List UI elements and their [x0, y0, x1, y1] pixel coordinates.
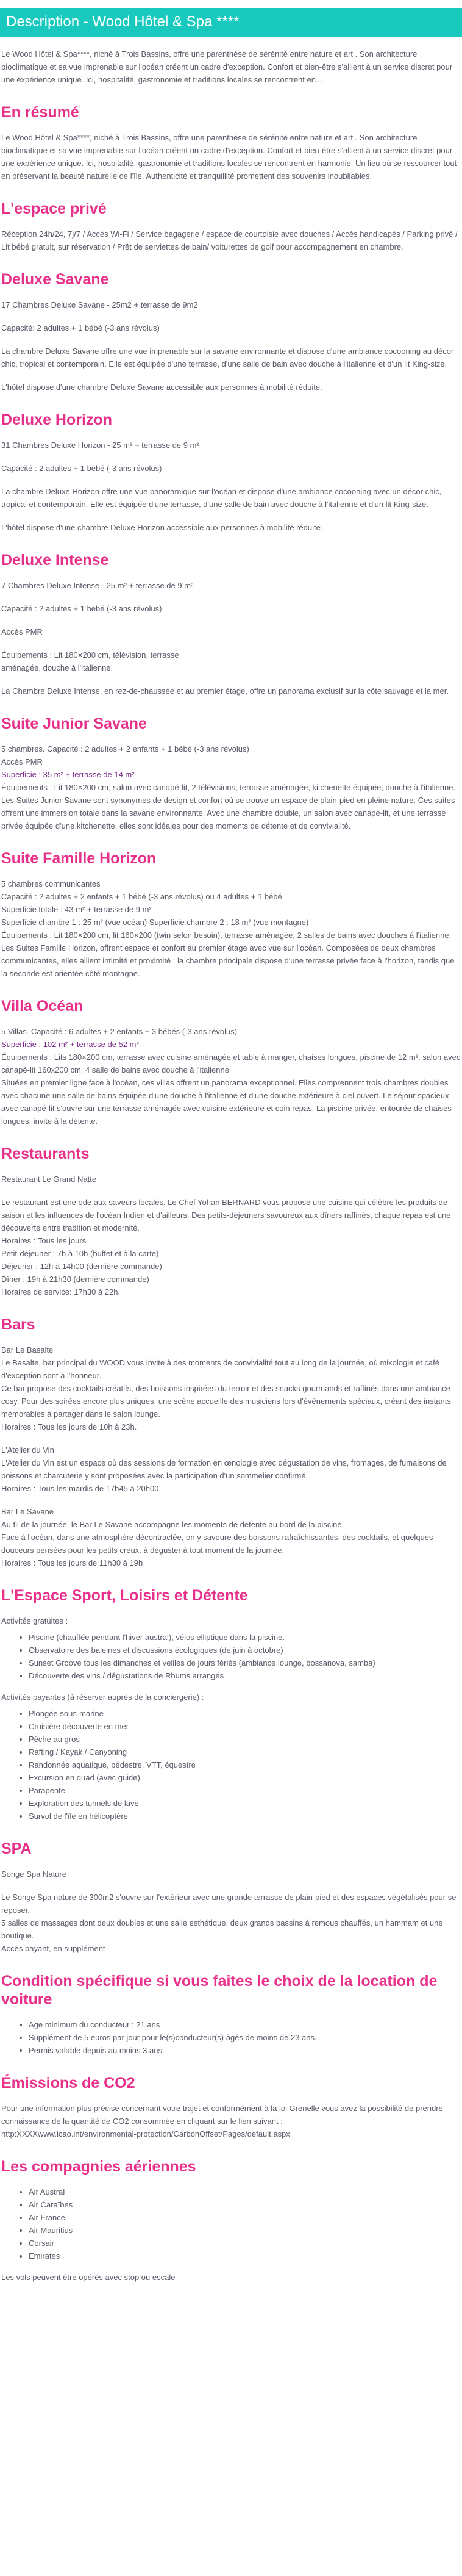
list-item: • Croisière découverte en mer — [29, 1720, 462, 1733]
restaurant-name: Restaurant Le Grand Natte — [1, 1174, 97, 1184]
famille-section — [0, 849, 462, 980]
list-item: • Exploration des tunnels de lave — [29, 1797, 462, 1810]
list-item: • Pêche au gros — [29, 1733, 462, 1746]
horizon-heading: Deluxe Horizon — [1, 411, 112, 428]
restaurant-line: Horaires : Tous les jours — [1, 1236, 87, 1245]
compagnies-list — [1, 2186, 462, 2262]
atelier-vin-name: L'Atelier du Vin — [1, 1445, 54, 1455]
spa-line: Accès payant, en supplément — [1, 1943, 105, 1953]
list-item: • Plongée sous-marine — [29, 1707, 462, 1720]
restaurant-line: Horaires de service: 17h30 à 22h. — [1, 1287, 121, 1297]
savane-heading: Deluxe Savane — [1, 270, 109, 288]
atelier-vin-hours: Horaires : Tous les mardis de 17h45 à 20h00. — [1, 1483, 162, 1493]
compagnies-note: Les vols peuvent être opérés avec stop ou escale — [1, 2272, 176, 2282]
paid-activities-label: Activités payantes (à réserver auprès de la conciergerie) : — [1, 1692, 204, 1702]
villa-section — [0, 997, 462, 1128]
intense-rooms: 7 Chambres Deluxe Intense - 25 m² + terrasse de 9 m² — [1, 580, 194, 590]
bar-basalte-name: Bar Le Basalte — [1, 1345, 54, 1355]
bar-savane-name: Bar Le Savane — [1, 1506, 54, 1516]
savane-accessibility: L'hôtel dispose d'une chambre Deluxe Savane accessible aux personnes à mobilité réduite. — [1, 382, 322, 392]
spa-line: 5 salles de massages dont deux doubles et une salle esthétique, deux grands bassins à remous chauffés, un hammam et une boutique. — [1, 1918, 443, 1940]
paid-activities-list — [1, 1707, 462, 1822]
list-item: • Piscine (chauffée pendant l'hiver austral), vélos elliptique dans la piscine. — [29, 1631, 462, 1644]
list-item: • Survol de l'île en hélicoptère — [29, 1810, 462, 1822]
restaurants-heading: Restaurants — [1, 1145, 90, 1162]
compagnies-section — [0, 2157, 462, 2284]
intense-equipment: Équipements : Lit 180×200 cm, télévision, terrasse — [1, 650, 179, 660]
intense-equipment-cont: aménagée, douche à l'italienne. — [1, 663, 113, 672]
restaurant-line: Dîner : 19h à 21h30 (dernière commande) — [1, 1274, 149, 1284]
sport-heading: L'Espace Sport, Loisirs et Détente — [1, 1586, 248, 1604]
junior-line: Les Suites Junior Savane sont synonymes de design et confort où se trouve un espace de plain-pied en pleine nature. Ces suites offrent une immersion totale dans la savane environnante. Avec une chambre double, un salon avec canapé-lit, et une terrasse privée équipée d'une kitchenette, elles sont idéales pour des moments de détente et de convivialité. — [1, 795, 455, 830]
bars-section — [0, 1315, 462, 1569]
famille-line: Superficie chambre 1 : 25 m² (vue océan) Superficie chambre 2 : 18 m² (vue montagne) — [1, 917, 309, 927]
voiture-section — [0, 1972, 462, 2057]
horizon-section — [0, 411, 462, 534]
espace-heading: L'espace privé — [1, 200, 107, 217]
famille-line: Superficie totale : 43 m² + terrasse de 9 m² — [1, 904, 152, 914]
list-item: • Observatoire des baleines et discussions écologiques (de juin à octobre) — [29, 1644, 462, 1657]
villa-line: 5 Villas. Capacité : 6 adultes + 2 enfants + 3 bébés (-3 ans révolus) — [1, 1026, 238, 1036]
villa-line: Superficie : 102 m² + terrasse de 52 m² — [1, 1039, 139, 1049]
intense-section — [0, 551, 462, 697]
list-item: • Parapente — [29, 1784, 462, 1797]
junior-line: Superficie : 35 m² + terrasse de 14 m² — [1, 769, 135, 779]
savane-rooms: 17 Chambres Deluxe Savane - 25m2 + terrasse de 9m2 — [1, 300, 198, 309]
bars-heading: Bars — [1, 1315, 35, 1333]
free-activities-label: Activités gratuites : — [1, 1616, 68, 1625]
savane-description: La chambre Deluxe Savane offre une vue imprenable sur la savane environnante et dispose d'une ambiance cocooning au décor chic, tropical et contemporain. Elle est équipée d'une terrasse, d'une salle de bain avec douche à l'italienne et d'un lit King-size. — [1, 346, 454, 369]
intense-heading: Deluxe Intense — [1, 551, 109, 569]
horizon-description: La chambre Deluxe Horizon offre une vue panoramique sur l'océan et dispose d'une ambiance cocooning avec un décor chic, tropical et contemporain. Elle est équipée d'une terrasse, d'une salle de bain avec douche à l'italienne et d'un lit King-size. — [1, 486, 442, 509]
junior-line: Équipements : Lit 180×200 cm, salon avec canapé-lit, 2 télévisions, terrasse aménagée, kitchenette équipée, douche à l'italienne. — [1, 782, 456, 792]
co2-section — [0, 2074, 462, 2140]
atelier-vin-line: L'Atelier du Vin est un espace où des sessions de formation en œnologie avec dégustation de vins, fromages, de fumaisons de poissons et charcuterie y sont proposées avec la participation d'un sommelier confirmé. — [1, 1458, 447, 1480]
restaurant-line: Le restaurant est une ode aux saveurs locales. Le Chef Yohan BERNARD vous propose une cuisine qui célèbre les produits de saison et les influences de l'océan Indien et d'ailleurs. Des petits-déjeuners savoureux aux dîners raffinés, chaque repas est une découverte entre tradition et modernité. — [1, 1197, 451, 1232]
intense-pmr: Accès PMR — [1, 627, 43, 636]
bar-savane-line: Au fil de la journée, le Bar Le Savane accompagne les moments de détente au bord de la piscine. — [1, 1519, 344, 1529]
spa-heading: SPA — [1, 1840, 32, 1857]
horizon-capacity: Capacité : 2 adultes + 1 bébé (-3 ans révolus) — [1, 463, 162, 473]
junior-heading: Suite Junior Savane — [1, 714, 147, 732]
list-item: • Age minimum du conducteur : 21 ans — [29, 2018, 462, 2031]
junior-line: 5 chambres. Capacité : 2 adultes + 2 enfants + 1 bébé (-3 ans révolus) — [1, 744, 249, 754]
list-item: • Découverte des vins / dégustations de Rhums arrangés — [29, 1669, 462, 1682]
restaurant-line: Déjeuner : 12h à 14h00 (dernière commande) — [1, 1261, 162, 1271]
villa-heading: Villa Océan — [1, 997, 84, 1015]
list-item: • Permis valable depuis au moins 3 ans. — [29, 2044, 462, 2057]
list-item: • Randonnée aquatique, pédestre, VTT, équestre — [29, 1758, 462, 1771]
bar-basalte-line: Ce bar propose des cocktails créatifs, des boissons inspirées du terroir et des snacks gourmands et raffinés dans une ambiance cosy. Pour des soirées encore plus uniques, une scène accueille des musiciens lors d'évènements spéciaux, créant des instants mémorables à partager dans le salon lounge. — [1, 1383, 451, 1419]
famille-line: Équipements : Lit 180×200 cm, lit 160×200 (twin selon besoin), terrasse aménagée, 2 salles de bains avec douches à l'italienne. — [1, 930, 452, 940]
sport-section — [0, 1586, 462, 1822]
co2-text: Pour une information plus précise concernant votre trajet et conformément à la loi Grenelle vous avez la possibilité de prendre connaissance de la quantité de CO2 consommée en cliquant sur le lien suivant : — [1, 2103, 443, 2126]
list-item: • Air Austral — [29, 2186, 462, 2198]
bar-basalte-hours: Horaires : Tous les jours de 10h à 23h. — [1, 1422, 137, 1431]
list-item: • Supplément de 5 euros par jour pour le(s)conducteur(s) âgés de moins de 23 ans. — [29, 2031, 462, 2044]
co2-heading: Émissions de CO2 — [1, 2074, 135, 2092]
voiture-list — [1, 2018, 462, 2057]
famille-line: 5 chambres communicantes — [1, 879, 101, 888]
intro-section — [0, 48, 462, 86]
intro-text: Le Wood Hôtel & Spa****, niché à Trois Bassins, offre une parenthèse de sérénité entre nature et art . Son architecture bioclimatique et sa vue imprenable sur l'océan créent un cadre d'exception. Confort et bien-être s'allient à un service discret pour une expérience unique. Ici, hospitalité, gastronomie et traditions locales se rencontrent en... — [1, 49, 453, 84]
spa-name: Songe Spa Nature — [1, 1869, 66, 1879]
intense-description: La Chambre Deluxe Intense, en rez-de-chaussée et au premier étage, offre un panorama exclusif sur la côte sauvage et la mer. — [1, 686, 449, 696]
intense-capacity: Capacité : 2 adultes + 1 bébé (-3 ans révolus) — [1, 603, 162, 613]
resume-text: Le Wood Hôtel & Spa****, niché à Trois Bassins, offre une parenthèse de sérénité entre nature et art . Son architecture bioclimatique et sa vue imprenable sur l'océan créent un cadre d'exception. Confort et bien-être s'allient à un service discret pour une expérience unique. Ici, hospitalité, gastronomie et traditions locales se rencontrent en harmonie. Un lieu où se ressourcer tout en préservant la beauté naturelle de l'île. Authenticité et tranquillité promettent des souvenirs inoubliables. — [1, 132, 457, 181]
list-item: • Air Mauritius — [29, 2224, 462, 2237]
savane-section — [0, 270, 462, 394]
spa-section — [0, 1840, 462, 1955]
list-item: • Corsair — [29, 2237, 462, 2250]
famille-line: Les Suites Famille Horizon, offrent espace et confort au premier étage avec vue sur l'océan. Composées de deux chambres communicantes, elles allient intimité et proximité : la chambre principale dispose d'une terrasse privée face à l'horizon, tandis que la seconde est orientée côté montagne. — [1, 943, 455, 978]
villa-line: Équipements : Lits 180×200 cm, terrasse avec cuisine aménagée et table à manger, chaises longues, piscine de 12 m², salon avec canapé-lit 160x200 cm, 4 salle de bains avec douche à l'italienne — [1, 1052, 461, 1074]
compagnies-heading: Les compagnies aériennes — [1, 2157, 196, 2175]
voiture-heading: Condition spécifique si vous faites le choix de la location de voiture — [1, 1972, 438, 2008]
savane-capacity: Capacité: 2 adultes + 1 bébé (-3 ans révolus) — [1, 323, 160, 333]
resume-section — [0, 103, 462, 182]
restaurants-section — [0, 1145, 462, 1298]
famille-heading: Suite Famille Horizon — [1, 849, 157, 867]
restaurant-line: Petit-déjeuner : 7h à 10h (buffet et à la carte) — [1, 1248, 159, 1258]
espace-text: Réception 24h/24, 7j/7 / Accès Wi-Fi / Service bagagerie / espace de courtoisie avec douches / Accès handicapés / Parking privé / Lit bébé gratuit, sur réservation / Prêt de serviettes de bain/ voiturettes de golf pour accompagnement en chambre. — [1, 229, 458, 251]
junior-line: Accès PMR — [1, 757, 43, 766]
villa-line: Situées en premier ligne face à l'océan, ces villas offrent un panorama exceptionnel. Elles comprennent trois chambres doubles avec chacune une salle de bains équipée d'une douche à l'italienne et d'une douche extérieure à ciel ouvert. Le séjour spacieux avec canapé-lit s'ouvre sur une terrasse aménagée avec cuisine extérieure et coin repas. La piscine privée, entourée de chaises longues, invite à la détente. — [1, 1078, 452, 1126]
list-item: • Sunset Groove tous les dimanches et veilles de jours fériés (ambiance lounge, bossanova, samba) — [29, 1657, 462, 1669]
horizon-rooms: 31 Chambres Deluxe Horizon - 25 m² + terrasse de 9 m² — [1, 440, 199, 450]
list-item: • Excursion en quad (avec guide) — [29, 1771, 462, 1784]
bar-savane-line: Face à l'océan, dans une atmosphère décontractée, on y savoure des boissons rafraîchissantes, des cocktails, et quelques douceurs pensées pour les petits creux, à déguster à tout moment de la journée. — [1, 1532, 433, 1555]
list-item: • Air Caraïbes — [29, 2198, 462, 2211]
co2-link[interactable]: http:XXXXwww.icao.int/environmental-protection/CarbonOffset/Pages/default.aspx — [1, 2129, 290, 2139]
list-item: • Rafting / Kayak / Canyoning — [29, 1746, 462, 1758]
bar-savane-hours: Horaires : Tous les jours de 11h30 à 19h — [1, 1558, 143, 1567]
page-title: Description - Wood Hôtel & Spa **** — [0, 8, 462, 37]
spa-line: Le Songe Spa nature de 300m2 s'ouvre sur l'extérieur avec une grande terrasse de plain-pied et des espaces végétalisés pour se reposer. — [1, 1892, 457, 1915]
famille-line: Capacité : 2 adultes + 2 enfants + 1 bébé (-3 ans révolus) ou 4 adultes + 1 bébé — [1, 891, 282, 901]
junior-section — [0, 714, 462, 832]
list-item: • Emirates — [29, 2250, 462, 2262]
bar-basalte-line: Le Basalte, bar principal du WOOD vous invite à des moments de convivialité tout au long de la journée, où mixologie et café d'exception sont à l'honneur. — [1, 1358, 440, 1380]
resume-heading: En résumé — [1, 103, 79, 121]
espace-section — [0, 200, 462, 253]
free-activities-list — [1, 1631, 462, 1682]
list-item: • Air France — [29, 2211, 462, 2224]
horizon-accessibility: L'hôtel dispose d'une chambre Deluxe Horizon accessible aux personnes à mobilité réduite. — [1, 522, 323, 532]
